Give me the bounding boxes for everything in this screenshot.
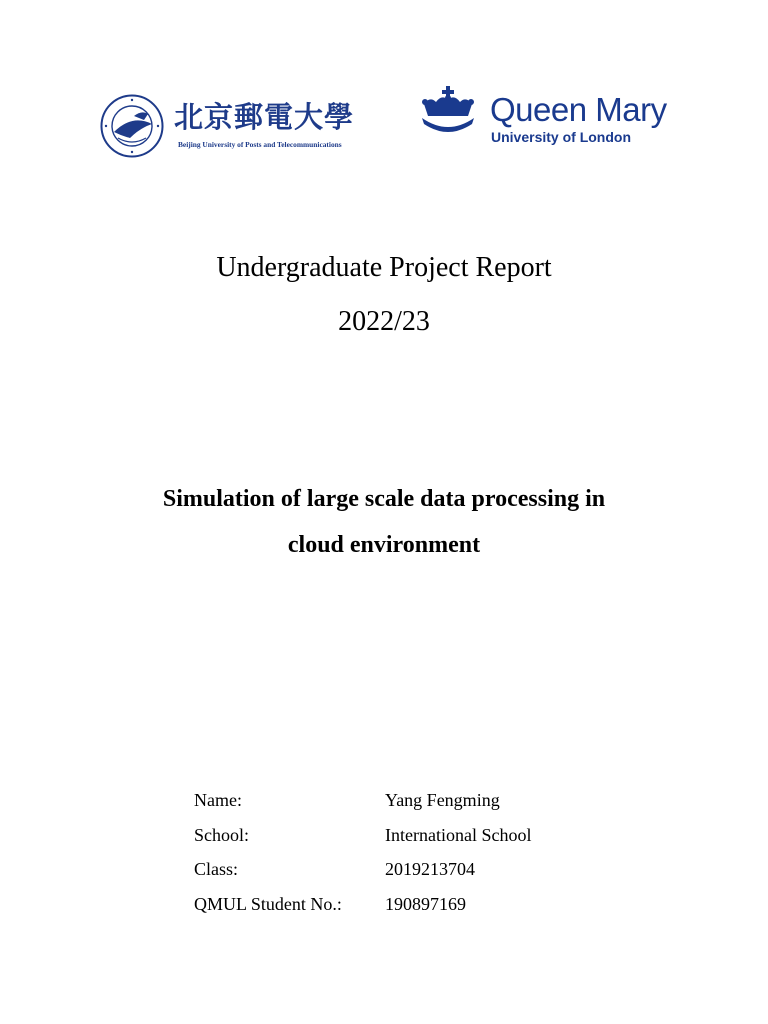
project-title-line-1: Simulation of large scale data processing in [162,486,606,512]
report-type: Undergraduate Project Report [216,252,552,283]
info-row-school [194,821,531,856]
qmul-logo [416,84,676,154]
qmul-name: Queen Mary [490,91,667,128]
info-row-student-no [194,890,531,925]
info-label: QMUL Student No.: [194,893,342,914]
qmul-subtitle: University of London [491,129,631,145]
info-row-class [194,855,531,890]
info-row-name [194,786,531,821]
info-label: Name: [194,790,242,810]
report-year: 2022/23 [338,306,430,337]
info-value: Yang Fengming [385,790,500,810]
bupt-seal-icon [100,94,164,158]
crown-icon [416,84,480,134]
info-value: 2019213704 [385,859,475,879]
info-value: International School [385,824,532,845]
bupt-english-name: Beijing University of Posts and Telecommunications [178,140,342,149]
student-info [194,786,531,924]
bupt-chinese-name: 北京郵電大學 [174,100,355,134]
info-label: Class: [194,859,239,879]
project-title-line-2: cloud environment [287,532,481,558]
info-value: 190897169 [385,893,466,914]
info-label: School: [194,824,250,845]
bupt-logo [100,94,360,160]
